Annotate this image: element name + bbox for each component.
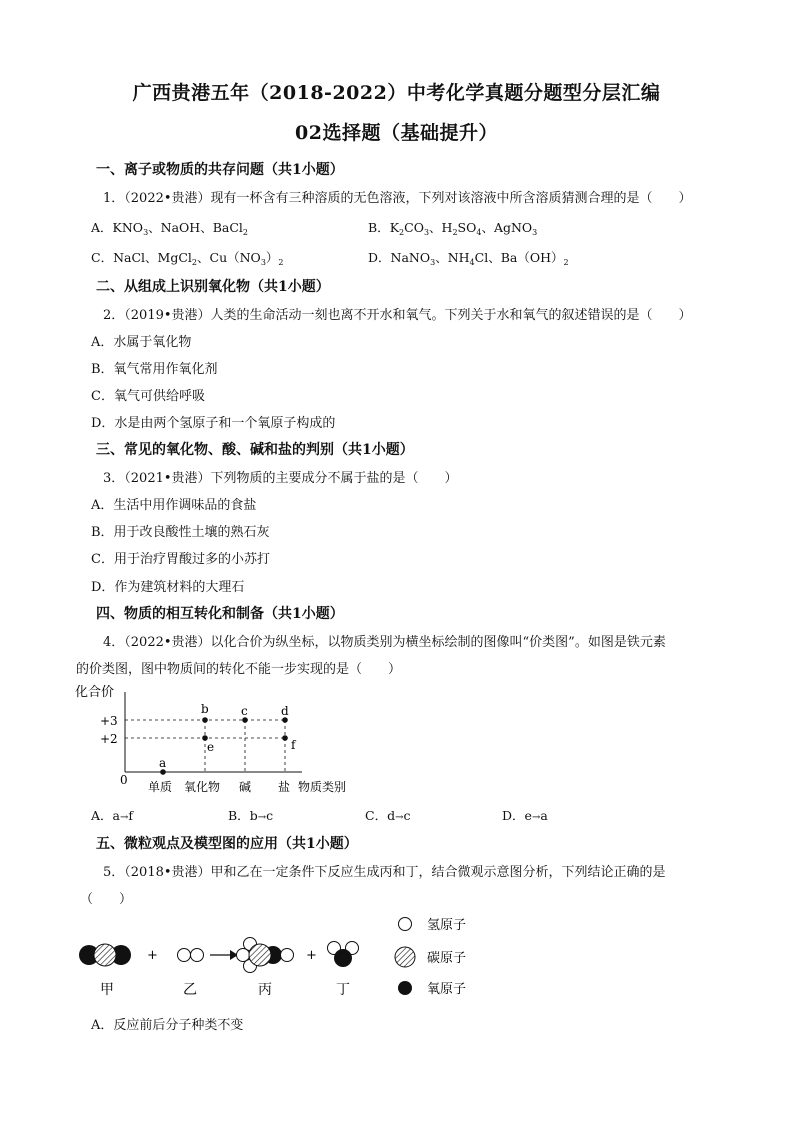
formula-subscript: 2 bbox=[191, 258, 197, 267]
formula-subscript: 2 bbox=[452, 228, 458, 237]
formula-subscript: 4 bbox=[469, 258, 475, 267]
option-label: B． bbox=[368, 220, 390, 235]
x-axis-label: 物质类别 bbox=[298, 780, 347, 794]
oxygen-atom-icon bbox=[334, 949, 352, 967]
question-2-option-b: B．氧气常用作氧化剂 bbox=[91, 362, 218, 377]
arrow-icon: → bbox=[395, 812, 404, 823]
option-from: b bbox=[249, 808, 258, 823]
formula-text: SO bbox=[457, 220, 477, 235]
molecule-label-ding: 丁 bbox=[336, 982, 350, 998]
arrow-icon: → bbox=[119, 812, 129, 823]
page-subtitle: 02选择题（基础提升） bbox=[295, 122, 498, 144]
formula-text: 、NH bbox=[435, 250, 470, 265]
formula-subscript: 3 bbox=[260, 258, 266, 267]
section-heading-5: 五、微粒观点及模型图的应用（共1小题） bbox=[96, 836, 358, 852]
formula-subscript: 3 bbox=[430, 258, 436, 267]
carbon-atom-icon bbox=[94, 944, 116, 966]
legend-carbon-label: 碳原子 bbox=[427, 951, 467, 966]
carbon-atom-icon bbox=[395, 947, 415, 967]
formula-text: NaNO bbox=[390, 250, 431, 265]
formula-text: NaCl、MgCl bbox=[113, 250, 192, 265]
option-label: C． bbox=[91, 250, 114, 265]
question-4-option-d bbox=[502, 806, 548, 824]
question-1-option-d bbox=[368, 248, 569, 266]
question-3-option-c: C．用于治疗胃酸过多的小苏打 bbox=[91, 552, 270, 567]
formula-text: 、NaOH、BaCl bbox=[148, 220, 243, 235]
oxygen-atom-icon bbox=[398, 981, 412, 995]
option-from: a bbox=[112, 808, 120, 823]
question-3-stem: 3．（2021•贵港）下列物质的主要成分不属于盐的是（ ） bbox=[103, 471, 458, 486]
formula-text: 、Cu（NO bbox=[197, 250, 261, 265]
plus-sign: + bbox=[306, 948, 317, 963]
hydrogen-atom-icon bbox=[191, 949, 204, 962]
formula-text: 、AgNO bbox=[481, 220, 533, 235]
point-f bbox=[282, 735, 288, 741]
molecule-yi bbox=[178, 949, 204, 962]
question-2-option-c: C．氧气可供给呼吸 bbox=[91, 389, 205, 404]
option-label: D． bbox=[368, 250, 391, 265]
point-label-f: f bbox=[291, 738, 296, 752]
question-3-option-b: B．用于改良酸性土壤的熟石灰 bbox=[91, 525, 270, 540]
question-2-option-a: A．水属于氧化物 bbox=[91, 335, 192, 350]
hydrogen-atom-icon bbox=[281, 949, 294, 962]
section-heading-3: 三、常见的氧化物、酸、碱和盐的判别（共1小题） bbox=[96, 442, 414, 458]
formula-subscript: 2 bbox=[242, 228, 248, 237]
x-category-oxide: 氧化物 bbox=[184, 780, 221, 794]
point-label-e: e bbox=[207, 740, 215, 754]
option-to: f bbox=[128, 808, 134, 823]
valence-class-graph bbox=[70, 680, 370, 800]
option-label: C． bbox=[365, 808, 388, 823]
molecule-bing bbox=[237, 938, 294, 973]
origin-label: 0 bbox=[120, 773, 128, 787]
point-label-c: c bbox=[241, 704, 248, 718]
option-to: c bbox=[403, 808, 411, 823]
plus-sign: + bbox=[147, 948, 158, 963]
option-from: e bbox=[524, 808, 532, 823]
molecule-jia bbox=[79, 944, 131, 966]
carbon-atom-icon bbox=[249, 944, 271, 966]
formula-text: ） bbox=[265, 250, 279, 265]
point-b bbox=[202, 717, 208, 723]
section-heading-4: 四、物质的相互转化和制备（共1小题） bbox=[96, 606, 344, 622]
formula-subscript: 4 bbox=[476, 228, 482, 237]
question-3-option-a: A．生活中用作调味品的食盐 bbox=[91, 498, 257, 513]
formula-text: CO bbox=[404, 220, 424, 235]
question-4-option-b bbox=[228, 806, 273, 824]
formula-text: 、H bbox=[429, 220, 453, 235]
reaction-arrow-icon bbox=[210, 950, 238, 960]
section-heading-2: 二、从组成上识别氧化物（共1小题） bbox=[96, 279, 330, 295]
y-tick-plus3: +3 bbox=[100, 714, 118, 728]
x-category-base: 碱 bbox=[239, 780, 252, 794]
option-to: a bbox=[540, 808, 548, 823]
point-label-d: d bbox=[281, 704, 289, 718]
legend-hydrogen-label: 氢原子 bbox=[427, 918, 467, 933]
hydrogen-atom-icon bbox=[178, 949, 191, 962]
point-c bbox=[242, 717, 248, 723]
point-label-a: a bbox=[159, 756, 167, 770]
formula-text: K bbox=[389, 220, 400, 235]
x-category-elemental: 单质 bbox=[148, 780, 173, 794]
formula-text: KNO bbox=[112, 220, 144, 235]
y-tick-plus2: +2 bbox=[100, 732, 118, 746]
question-1-stem: 1．（2022•贵港）现有一杯含有三种溶质的无色溶液，下列对该溶液中所含溶质猜测合理的是（ ） bbox=[103, 191, 692, 206]
option-label: D． bbox=[502, 808, 525, 823]
question-1-option-a bbox=[91, 218, 248, 236]
page-title: 广西贵港五年（2018-2022）中考化学真题分题型分层汇编 bbox=[132, 82, 661, 104]
question-5-stem-line-1: 5．（2018•贵港）甲和乙在一定条件下反应生成丙和丁，结合微观示意图分析，下列结论正确的是 bbox=[103, 865, 666, 880]
question-5-stem-line-2: （ ） bbox=[80, 892, 133, 907]
question-2-option-d: D．水是由两个氢原子和一个氧原子构成的 bbox=[91, 416, 336, 431]
arrow-icon: → bbox=[531, 812, 541, 823]
section-heading-1: 一、离子或物质的共存问题（共1小题） bbox=[96, 162, 344, 178]
option-label: A． bbox=[91, 808, 113, 823]
question-5-option-a: A．反应前后分子种类不变 bbox=[91, 1018, 244, 1033]
x-category-salt: 盐 bbox=[278, 780, 291, 794]
formula-text: Cl、Ba（OH） bbox=[474, 250, 564, 265]
legend-oxygen-label: 氧原子 bbox=[427, 982, 467, 997]
question-4-stem-line-1: 4．（2022•贵港）以化合价为纵坐标，以物质类别为横坐标绘制的图像叫“价类图”。如图是铁元素 bbox=[103, 635, 666, 650]
option-label: A． bbox=[91, 220, 113, 235]
question-1-option-c bbox=[91, 248, 284, 266]
molecule-ding bbox=[328, 942, 359, 968]
option-label: B． bbox=[228, 808, 250, 823]
formula-subscript: 3 bbox=[423, 228, 430, 237]
hydrogen-atom-icon bbox=[399, 918, 412, 931]
molecule-label-bing: 丙 bbox=[258, 982, 272, 998]
formula-subscript: 2 bbox=[563, 258, 569, 267]
point-label-b: b bbox=[201, 702, 209, 716]
molecule-label-jia: 甲 bbox=[100, 982, 114, 998]
formula-subscript: 3 bbox=[532, 228, 538, 237]
question-2-stem: 2．（2019•贵港）人类的生命活动一刻也离不开水和氧气。下列关于水和氧气的叙述错误的是（ ） bbox=[103, 308, 692, 323]
molecule-label-yi: 乙 bbox=[183, 982, 197, 998]
question-4-option-c bbox=[365, 806, 411, 824]
question-4-stem-line-2: 的价类图，图中物质间的转化不能一步实现的是（ ） bbox=[76, 662, 402, 677]
formula-subscript: 2 bbox=[399, 228, 405, 237]
y-axis-label: 化合价 bbox=[75, 685, 115, 700]
point-a bbox=[160, 769, 166, 775]
option-from: d bbox=[387, 808, 396, 823]
reaction-diagram bbox=[70, 910, 490, 1002]
option-to: c bbox=[266, 808, 274, 823]
question-4-option-a bbox=[91, 806, 133, 824]
question-1-option-b bbox=[368, 218, 537, 236]
formula-subscript: 3 bbox=[143, 228, 149, 237]
atom-legend bbox=[395, 918, 466, 998]
formula-subscript: 2 bbox=[278, 258, 284, 267]
arrow-icon: → bbox=[257, 812, 267, 823]
question-3-option-d: D．作为建筑材料的大理石 bbox=[91, 580, 245, 595]
point-d bbox=[282, 717, 288, 723]
